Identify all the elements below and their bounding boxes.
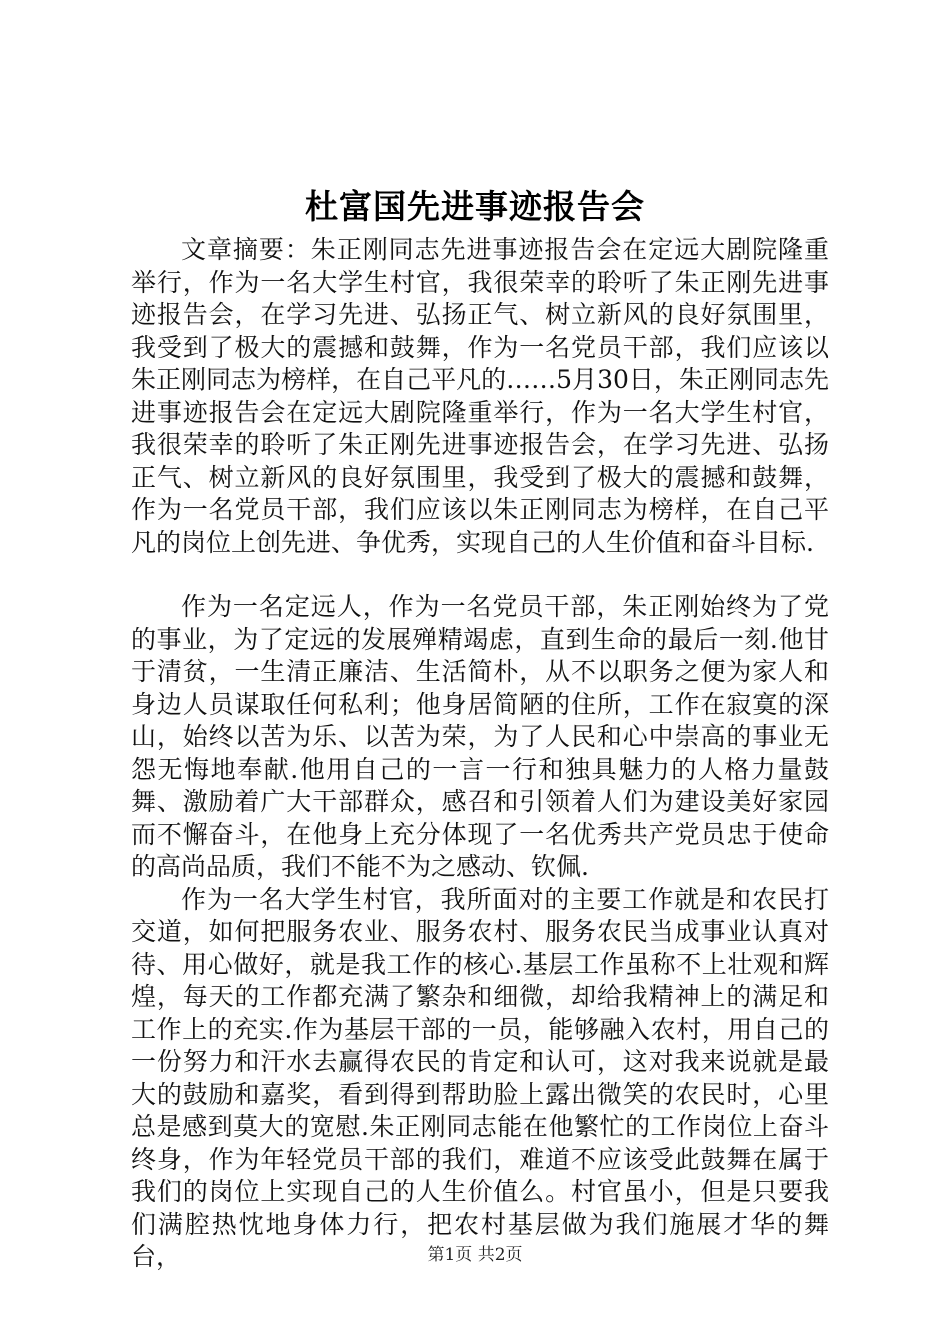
body-paragraph: 作为一名定远人，作为一名党员干部，朱正刚始终为了党的事业，为了定远的发展殚精竭虑，直到生命的最后一刻.他甘于清贫，一生清正廉洁、生活简朴，从不以职务之便为家人和身边人员谋取任何私利；他身居简陋的住所，工作在寂寞的深山，始终以苦为乐、以苦为荣，为了人民和心中崇高的事业无怨无悔地奉献.他用自己的一言一行和独具魅力的人格力量鼓舞、激励着广大干部群众，感召和引领着人们为建设美好家园而不懈奋斗，在他身上充分体现了一名优秀共产党员忠于使命的高尚品质，我们不能不为之感动、钦佩. <box>131 592 829 881</box>
body-paragraph: 作为一名大学生村官，我所面对的主要工作就是和农民打交道，如何把服务农业、服务农村、服务农民当成事业认真对待、用心做好，就是我工作的核心.基层工作虽称不上壮观和辉煌，每天的工作都充满了繁杂和细微，却给我精神上的满足和工作上的充实.作为基层干部的一员，能够融入农村，用自己的一份努力和汗水去赢得农民的肯定和认可，这对我来说就是最大的鼓励和嘉奖，看到得到帮助脸上露出微笑的农民时，心里总是感到莫大的宽慰.朱正刚同志能在他繁忙的工作岗位上奋斗终身，作为年轻党员干部的我们，难道不应该受此鼓舞在属于我们的岗位上实现自己的人生价值么。村官虽小，但是只要我们满腔热忱地身体力行，把农村基层做为我们施展才华的舞台， <box>131 884 829 1271</box>
abstract-paragraph: 文章摘要：朱正刚同志先进事迹报告会在定远大剧院隆重举行，作为一名大学生村官，我很荣幸的聆听了朱正刚先进事迹报告会，在学习先进、弘扬正气、树立新风的良好氛围里，我受到了极大的震撼和鼓舞，作为一名党员干部，我们应该以朱正刚同志为榜样，在自己平凡的……5月30日，朱正刚同志先进事迹报告会在定远大剧院隆重举行，作为一名大学生村官，我很荣幸的聆听了朱正刚先进事迹报告会，在学习先进、弘扬正气、树立新风的良好氛围里，我受到了极大的震撼和鼓舞，作为一名党员干部，我们应该以朱正刚同志为榜样，在自己平凡的岗位上创先进、争优秀，实现自己的人生价值和奋斗目标. <box>131 235 829 557</box>
document-title: 杜富国先进事迹报告会 <box>305 187 645 226</box>
document-body <box>131 234 829 1274</box>
page-number-footer: 第1页 共2页 <box>427 1245 523 1265</box>
